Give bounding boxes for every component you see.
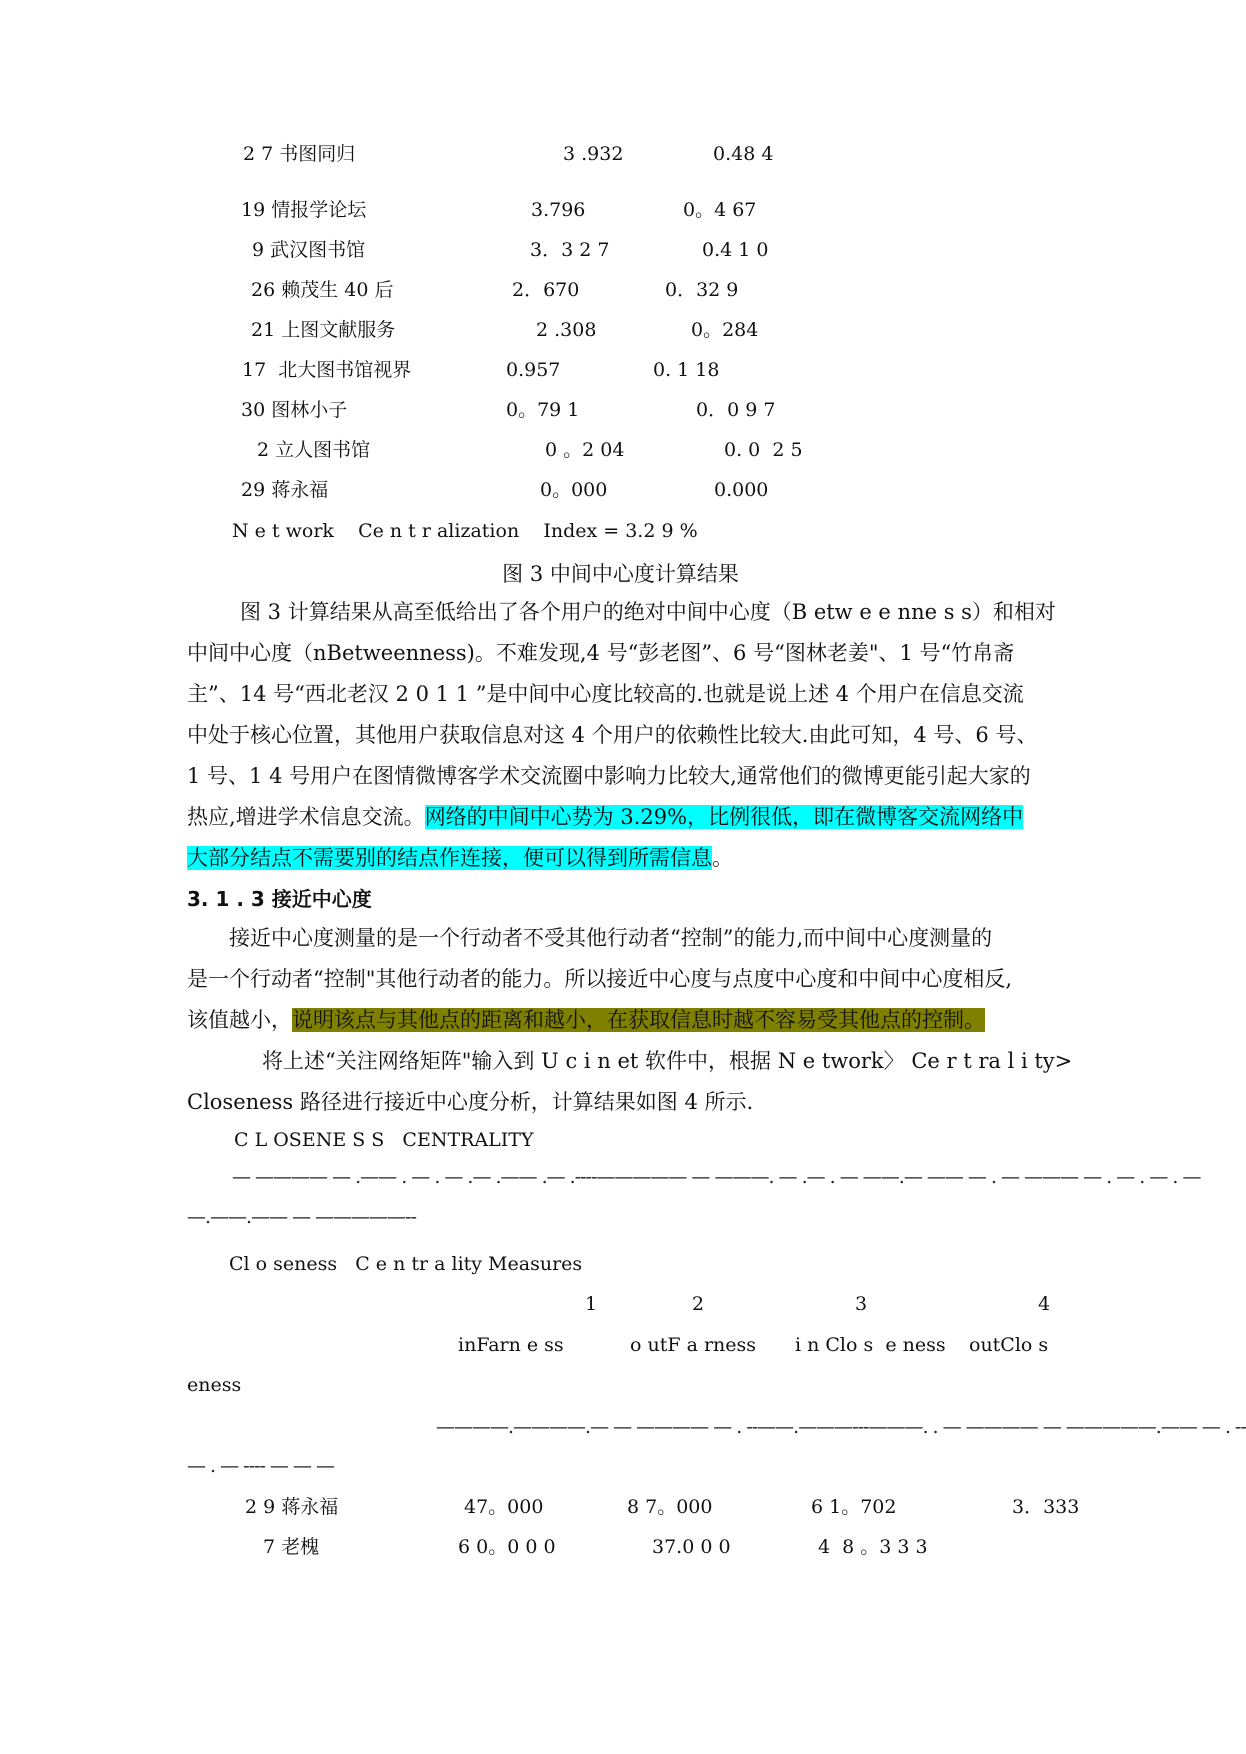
table-row-abs: 0。000: [540, 479, 608, 501]
figure-caption: 图 3 中间中心度计算结果: [502, 562, 739, 586]
paragraph-line: [187, 838, 1057, 879]
table-row-label: 2 7 书图同归: [243, 143, 356, 165]
paragraph-line: 是一个行动者“控制"其他行动者的能力。所以接近中心度与点度中心度和中间中心度相反,: [187, 967, 1013, 991]
paragraph-line: 中间中心度（nBetweenness)。不难发现,4 号“彭老图”、6 号“图林老姜"、1 号“竹帛斋: [187, 641, 1015, 665]
centralization-index: N e t work Ce n t r alization Index = 3.2 9 %: [232, 520, 698, 542]
paragraph-line: 将上述“关注网络矩阵"输入到 U c i n et 软件中，根据 N e twork〉 Ce r t ra l i ty>: [262, 1049, 1073, 1073]
column-header: i n Clo s e ness: [795, 1334, 946, 1356]
table-row-cell: 4 8 。3 3 3: [818, 1536, 928, 1558]
table-row-label: 19 情报学论坛: [241, 199, 367, 221]
table-row-cell: 3．333: [1012, 1496, 1080, 1518]
table-row-label: 2 9 蒋永福: [245, 1496, 339, 1518]
table-row-abs: 3．3 2 7: [530, 239, 610, 261]
table-row-abs: 3.796: [531, 199, 586, 221]
column-number: 3: [855, 1293, 868, 1315]
column-header: outClo s: [969, 1334, 1049, 1356]
table-row-rel: 0.48 4: [713, 143, 774, 165]
separator-line: — . — ---- — — —: [187, 1455, 334, 1477]
table-row-rel: 0. 1 18: [653, 359, 720, 381]
table-row-abs: 3 .932: [563, 143, 624, 165]
table-row-label: 21 上图文献服务: [251, 319, 396, 341]
paragraph-line: 中处于核心位置，其他用户获取信息对这 4 个用户的依赖性比较大.由此可知，4 号、6 号、: [187, 723, 1038, 747]
paragraph-line: [187, 1000, 1057, 1041]
separator-line: —.——.—— — —————--: [187, 1206, 416, 1228]
paragraph-betweenness: [187, 592, 1057, 879]
table-row-label: 7 老槐: [263, 1536, 320, 1558]
paragraph-line: 1 号、1 4 号用户在图情微博客学术交流圈中影响力比较大,通常他们的微博更能引起大家的: [187, 764, 1031, 788]
paragraph-closeness: [187, 918, 1057, 1041]
table-row-cell: 37.0 0 0: [652, 1536, 731, 1558]
column-number: 4: [1038, 1293, 1051, 1315]
paragraph-ucinet: [187, 1041, 1073, 1123]
table-row-rel: 0.4 1 0: [702, 239, 769, 261]
table-row-rel: 0. 0 2 5: [724, 439, 803, 461]
highlighted-text: 大部分结点不需要别的结点作连接，便可以得到所需信息: [187, 846, 712, 870]
table-row-label: 9 武汉图书馆: [252, 239, 366, 261]
plain-text: 该值越小，: [187, 1008, 292, 1032]
column-header-wrap: eness: [187, 1374, 242, 1396]
table-row-cell: 8 7。000: [627, 1496, 713, 1518]
highlighted-text: 说明该点与其他点的距离和越小，在获取信息时越不容易受其他点的控制。: [292, 1008, 985, 1032]
table-row-cell: 47。000: [464, 1496, 544, 1518]
paragraph-line: 接近中心度测量的是一个行动者不受其他行动者“控制”的能力,而中间中心度测量的: [229, 926, 993, 950]
section-heading: 3. 1 . 3 接近中心度: [187, 887, 372, 911]
table-row-abs: 2．670: [512, 279, 580, 301]
paragraph-line: 主”、14 号“西北老汉 2 0 1 1 ”是中间中心度比较高的.也就是说上述 4 个用户在信息交流: [187, 682, 1024, 706]
table-row-abs: 0。79 1: [506, 399, 580, 421]
paragraph-line: [187, 797, 1057, 838]
separator-line: — ———— — .—— . — . — .— .—— .— .----————— — ———. — .— . — ——.— —— — . — ——— — . — . — . —: [232, 1166, 1201, 1188]
plain-text: 热应,增进学术信息交流。: [187, 805, 425, 829]
measures-title: Cl o seness C e n tr a lity Measures: [229, 1253, 583, 1275]
plain-text: 。: [712, 846, 733, 870]
column-number: 1: [585, 1293, 598, 1315]
table-row-rel: 0。4 67: [683, 199, 757, 221]
paragraph-line: Closeness 路径进行接近中心度分析，计算结果如图 4 所示.: [187, 1090, 754, 1114]
table-row-label: 29 蒋永福: [241, 479, 329, 501]
column-header: o utF a rness: [630, 1334, 757, 1356]
table-row-rel: 0．32 9: [665, 279, 739, 301]
table-row-abs: 0 。2 04: [545, 439, 625, 461]
table-row-abs: 0.957: [506, 359, 561, 381]
table-row-label: 17 北大图书馆视界: [242, 359, 412, 381]
closeness-title: C L OSENE S S CENTRALITY: [234, 1129, 534, 1151]
highlighted-text: 网络的中间中心势为 3.29%，比例很低，即在微博客交流网络中: [424, 805, 1024, 829]
table-row-label: 30 图林小子: [241, 399, 348, 421]
table-row-abs: 2 .308: [536, 319, 597, 341]
table-row-label: 26 赖茂生 40 后: [251, 279, 394, 301]
column-header: inFarn e ss: [458, 1334, 564, 1356]
table-row-cell: 6 0。0 0 0: [458, 1536, 556, 1558]
table-row-rel: 0。284: [691, 319, 759, 341]
table-row-rel: 0．0 9 7: [696, 399, 776, 421]
table-row-label: 2 立人图书馆: [257, 439, 371, 461]
column-number: 2: [692, 1293, 705, 1315]
separator-line: ————.————.— — ———— — . --——.———---———. . — ———— — —————.—— — . --: [436, 1416, 1246, 1438]
paragraph-line: 图 3 计算结果从高至低给出了各个用户的绝对中间中心度（B etw e e nne s s）和相对: [240, 600, 1056, 624]
table-row-rel: 0.000: [714, 479, 769, 501]
table-row-cell: 6 1。702: [811, 1496, 897, 1518]
